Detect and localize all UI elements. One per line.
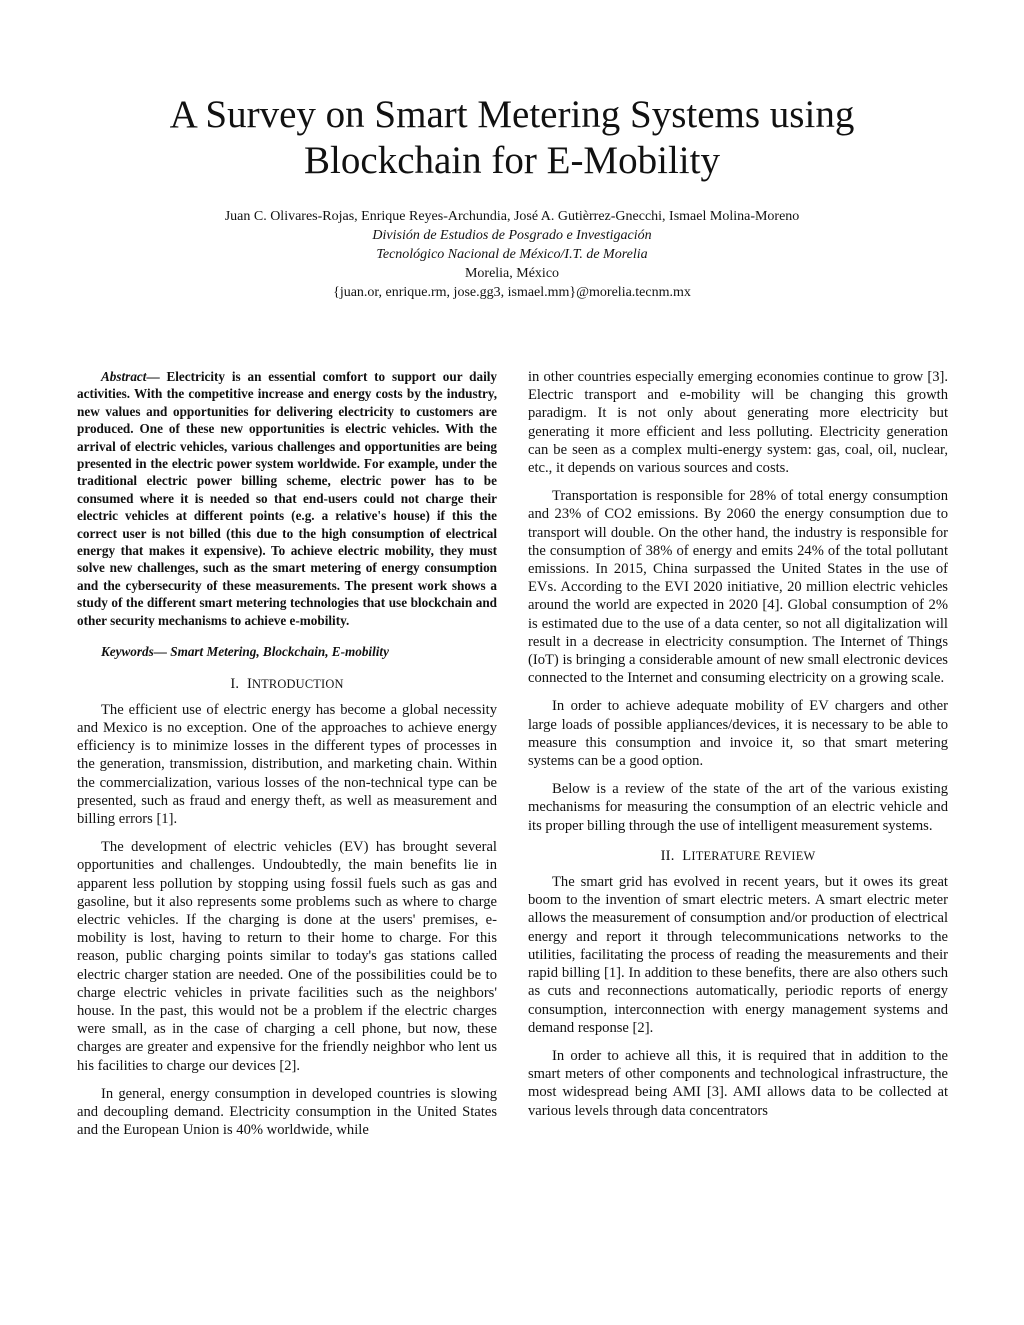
- author-names: Juan C. Olivares-Rojas, Enrique Reyes-Archundia, José A. Gutièrrez-Gnecchi, Ismael Molina-Moreno: [224, 209, 800, 224]
- abstract: [77, 368, 497, 629]
- affiliation-division: División de Estudios de Posgrado e Investigación: [372, 228, 652, 243]
- author-block: [0, 207, 1024, 302]
- abstract-text: — Electricity is an essential comfort to support our daily activities. With the competitive increase and energy costs by the industry, new values and opportunities for delivering electricity to customers are produced. One of these new opportunities is electric vehicles. With the arrival of electric vehicles, various challenges and opportunities are being presented in the electric power system worldwide. For example, under the traditional electric power billing scheme, electric power has to be consumed where it is needed so that end-users could not charge their electric vehicles at different points (e.g. a relative's house) if this the correct user is not billed (this due to the high consumption of electrical energy that makes it expensive). To achieve electric mobility, they must solve new challenges, such as the smart metering of energy consumption and the cybersecurity of these measurements. The present work shows a study of the different smart metering technologies that use blockchain and other security mechanisms to achieve e-mobility.: [77, 369, 497, 628]
- body-paragraph: Transportation is responsible for 28% of total energy consumption and 23% of CO2 emissions. By 2060 the energy consumption due to transport will double. On the other hand, the industry is responsible for the consumption of 38% of energy and emits 24% of the total pollutant emissions. In 2015, China surpassed the United States in the use of EVs. According to the EVI 2020 initiative, 20 million electric vehicles around the world are expected in 2020 [4]. Global consumption of 2% is estimated due to the use of a data center, so not all digitalization will result in a decrease in electricity consumption. The Internet of Things (IoT) is bringing a considerable amount of new small electronic devices connected to the Internet and consuming electricity on a growing scale.: [528, 488, 948, 687]
- section-heading-literature-review: II. LITERATURE REVIEW: [660, 847, 816, 864]
- section-heading-introduction: I. INTRODUCTION: [230, 675, 344, 692]
- body-paragraph: Below is a review of the state of the art of the various existing mechanisms for measuring the consumption of an electric vehicle and its proper billing through the use of intelligent measurement systems.: [528, 781, 948, 834]
- paper-title: [0, 92, 1024, 184]
- body-paragraph: In order to achieve adequate mobility of EV chargers and other large loads of possible appliances/devices, it is necessary to be able to measure this consumption and invoice it, so that smart metering systems can be a good option.: [528, 698, 948, 770]
- body-paragraph: The efficient use of electric energy has become a global necessity and Mexico is no exception. One of the approaches to achieve energy efficiency is to minimize losses in the different types of processes in the generation, transmission, distribution, and marketing chain. Within the commercialization, various losses of the non-technical type can be presented, such as fraud and energy theft, as well as measurement and billing errors [1].: [77, 701, 497, 827]
- keywords: Keywords— Smart Metering, Blockchain, E-mobility: [101, 644, 389, 660]
- author-location: Morelia, México: [464, 266, 560, 281]
- body-paragraph: In order to achieve all this, it is required that in addition to the smart meters of other components and technological infrastructure, the most widespread being AMI [3]. AMI allows data to be collected at various levels through data concentrators: [528, 1047, 948, 1119]
- right-column: [528, 368, 948, 1130]
- title-line-2: Blockchain for E-Mobility: [304, 139, 720, 182]
- left-column: [77, 368, 497, 1149]
- body-paragraph: In general, energy consumption in developed countries is slowing and decoupling demand. Electricity consumption in the United States and the European Union is 40% worldwide, while: [77, 1085, 497, 1139]
- body-paragraph: The smart grid has evolved in recent years, but it owes its great boom to the invention of smart electric meters. A smart electric meter allows the measurement of consumption and/or production of electrical energy and report it through telecommunications networks to the utilities, facilitating the process of reading the measurements and their rapid billing [1]. In addition to these benefits, there are also others such as cuts and reconnections automatically, periodic reports of energy consumption, interconnection with energy management systems and demand response [2].: [528, 874, 948, 1036]
- body-paragraph: The development of electric vehicles (EV) has brought several opportunities and challenges. Undoubtedly, the main benefits lie in apparent less pollution by stopping using fossil fuels such as gas and gasoline, but it also represents some problems such as where to charge electric vehicles. If the charging is done at the users' premises, e-mobility is lost, having to return to their home to charge. For this reason, public charging points similar to today's gas stations called electric charger station are needed. One of the possibilities could be to charge electric vehicles in private facilities such as the neighbors' house. In the past, this would not be a problem if the electric charges were small, as in the case of charging a cell phone, but now, these charges are greater and expensive for the friendly neighbor who lent us his facilities to charge our devices [2].: [77, 839, 497, 1074]
- title-line-1: A Survey on Smart Metering Systems using: [169, 93, 855, 136]
- body-paragraph: in other countries especially emerging economies continue to grow [3]. Electric transport and e-mobility will be changing this growth paradigm. It is not only about generating more electricity but generating it more efficient and less polluting. Electricity generation can be seen as a complex multi-energy system: gas, coal, oil, nuclear, etc., it depends on various sources and costs.: [528, 369, 948, 477]
- abstract-label: Abstract: [101, 369, 147, 384]
- affiliation-institute: Tecnológico Nacional de México/I.T. de Morelia: [376, 247, 648, 262]
- author-emails: {juan.or, enrique.rm, jose.gg3, ismael.mm}@morelia.tecnm.mx: [333, 285, 691, 300]
